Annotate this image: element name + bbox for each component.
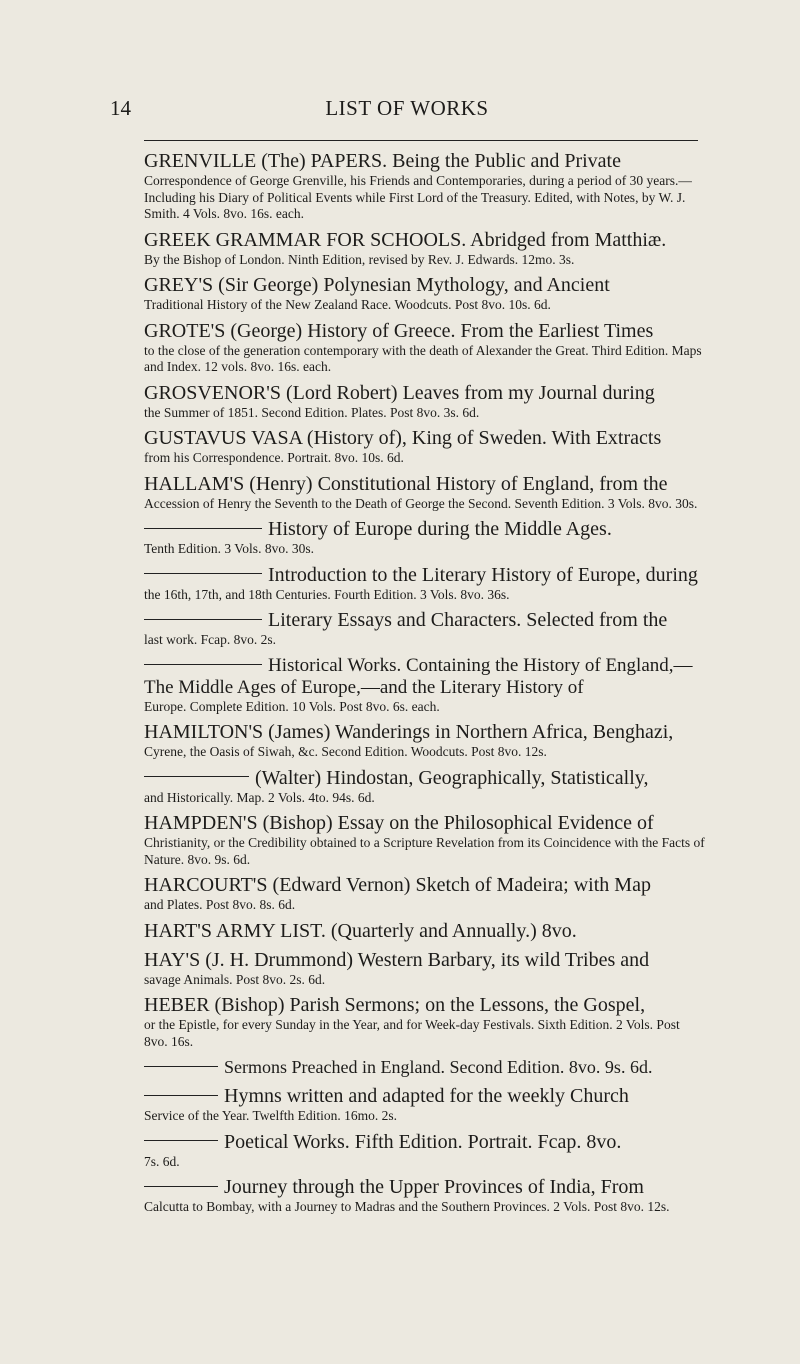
entry-heading: GUSTAVUS VASA (History of), King of Sweden. With Extracts bbox=[144, 427, 662, 449]
list-entry-grenville bbox=[144, 150, 706, 223]
entry-heading: HART'S ARMY LIST. (Quarterly and Annually.) 8vo. bbox=[144, 919, 577, 942]
entry-description: last work. Fcap. 8vo. 2s. bbox=[144, 632, 276, 647]
entry-heading: HAY'S (J. H. Drummond) Western Barbary, its wild Tribes and bbox=[144, 948, 650, 971]
entry-description: Correspondence of George Grenville, his Friends and Contemporaries, during a period of 30 years.— Including his Diary of Political Events while First Lord of the Treasury. Edited, with Notes, by W. J. Smith. 4 Vols. 8vo. 16s. each. bbox=[144, 173, 692, 221]
list-entry-hamilton-walter bbox=[144, 767, 706, 807]
running-title: LIST OF WORKS bbox=[325, 96, 489, 120]
list-entry-heber-hymns bbox=[144, 1085, 706, 1125]
entry-description: Christianity, or the Credibility obtained to a Scripture Revelation from its Coincidence with the Facts of Nature. 8vo. 9s. 6d. bbox=[144, 835, 705, 867]
entry-description: By the Bishop of London. Ninth Edition, revised by Rev. J. Edwards. 12mo. 3s. bbox=[144, 251, 575, 267]
entry-description: from his Correspondence. Portrait. 8vo. 10s. 6d. bbox=[144, 450, 404, 465]
entry-heading: HAMPDEN'S (Bishop) Essay on the Philosophical Evidence of bbox=[144, 812, 654, 834]
entry-heading: HALLAM'S (Henry) Constitutional History of England, from the bbox=[144, 472, 668, 495]
entry-description: Accession of Henry the Seventh to the Death of George the Second. Seventh Edition. 3 Vols. 8vo. 30s. bbox=[144, 495, 698, 511]
page-header bbox=[110, 96, 704, 126]
entry-description: the 16th, 17th, and 18th Centuries. Fourth Edition. 3 Vols. 8vo. 36s. bbox=[144, 586, 510, 602]
entry-heading: GREEK GRAMMAR FOR SCHOOLS. Abridged from Matthiæ. bbox=[144, 228, 667, 251]
list-entry-hallam-intro bbox=[144, 564, 706, 604]
entry-heading: Literary Essays and Characters. Selected from the bbox=[268, 609, 668, 631]
ditto-dash bbox=[144, 776, 249, 777]
page-number: 14 bbox=[110, 96, 131, 120]
entry-heading: Sermons Preached in England. Second Edition. 8vo. 9s. 6d. bbox=[224, 1057, 653, 1077]
entry-heading: Journey through the Upper Provinces of India, From bbox=[224, 1176, 644, 1198]
list-entry-greek-grammar bbox=[144, 229, 706, 269]
entry-description: Traditional History of the New Zealand Race. Woodcuts. Post 8vo. 10s. 6d. bbox=[144, 297, 551, 312]
header-rule bbox=[144, 140, 698, 141]
ditto-dash bbox=[144, 1140, 218, 1141]
list-entry-heber-poetical bbox=[144, 1131, 706, 1171]
entry-description: 7s. 6d. bbox=[144, 1153, 180, 1169]
entry-heading: GROTE'S (George) History of Greece. From the Earliest Times bbox=[144, 319, 654, 342]
entry-description: Europe. Complete Edition. 10 Vols. Post 8vo. 6s. each. bbox=[144, 698, 440, 714]
list-entry-hallam-europe bbox=[144, 518, 706, 558]
entry-description: Cyrene, the Oasis of Siwah, &c. Second Edition. Woodcuts. Post 8vo. 12s. bbox=[144, 744, 547, 759]
entry-heading: GRENVILLE (The) PAPERS. Being the Public and Private bbox=[144, 150, 621, 172]
list-entry-hallam-essays bbox=[144, 609, 706, 649]
entry-description: or the Epistle, for every Sunday in the Year, and for Week-day Festivals. Sixth Edition. 2 Vols. Post 8vo. 16s. bbox=[144, 1017, 680, 1049]
ditto-dash bbox=[144, 1095, 218, 1096]
entry-description: Service of the Year. Twelfth Edition. 16mo. 2s. bbox=[144, 1108, 398, 1123]
list-entry-grote bbox=[144, 320, 706, 376]
ditto-dash bbox=[144, 664, 262, 665]
list-entry-grey bbox=[144, 274, 706, 314]
ditto-dash bbox=[144, 619, 262, 620]
entry-heading: History of Europe during the Middle Ages. bbox=[268, 518, 612, 540]
list-entry-hay bbox=[144, 949, 706, 989]
entry-description: to the close of the generation contemporary with the death of Alexander the Great. Third Edition. Maps and Index. 12 vols. 8vo. 16s. each. bbox=[144, 342, 702, 374]
list-entry-hallam bbox=[144, 473, 706, 513]
entry-description: Calcutta to Bombay, with a Journey to Madras and the Southern Provinces. 2 Vols. Post 8vo. 12s. bbox=[144, 1199, 670, 1214]
works-list bbox=[144, 150, 706, 1222]
list-entry-heber-sermons bbox=[144, 1056, 706, 1079]
entry-heading: HARCOURT'S (Edward Vernon) Sketch of Madeira; with Map bbox=[144, 874, 651, 896]
entry-heading: (Walter) Hindostan, Geographically, Statistically, bbox=[255, 766, 649, 789]
entry-heading: GREY'S (Sir George) Polynesian Mythology, and Ancient bbox=[144, 274, 610, 296]
ditto-dash bbox=[144, 1066, 218, 1067]
ditto-dash bbox=[144, 1186, 218, 1187]
ditto-dash bbox=[144, 528, 262, 529]
entry-description: and Plates. Post 8vo. 8s. 6d. bbox=[144, 897, 296, 912]
ditto-dash bbox=[144, 573, 262, 574]
list-entry-heber bbox=[144, 994, 706, 1050]
list-entry-heber-journey bbox=[144, 1176, 706, 1216]
entry-description: the Summer of 1851. Second Edition. Plates. Post 8vo. 3s. 6d. bbox=[144, 404, 480, 420]
entry-description: Tenth Edition. 3 Vols. 8vo. 30s. bbox=[144, 541, 314, 556]
entry-heading: HEBER (Bishop) Parish Sermons; on the Lessons, the Gospel, bbox=[144, 994, 646, 1016]
list-entry-grosvenor bbox=[144, 382, 706, 422]
entry-description: and Historically. Map. 2 Vols. 4to. 94s. 6d. bbox=[144, 789, 375, 805]
list-entry-hampden bbox=[144, 812, 706, 868]
entry-heading: Hymns written and adapted for the weekly Church bbox=[224, 1085, 629, 1107]
entry-heading: Poetical Works. Fifth Edition. Portrait. Fcap. 8vo. bbox=[224, 1130, 622, 1153]
list-entry-gustavus bbox=[144, 427, 706, 467]
entry-heading: Historical Works. Containing the History of England,—The Middle Ages of Europe,—and the Literary History of bbox=[144, 654, 693, 698]
list-entry-hart bbox=[144, 920, 706, 943]
entry-heading: Introduction to the Literary History of Europe, during bbox=[268, 563, 698, 586]
list-entry-hallam-works bbox=[144, 655, 706, 716]
list-entry-harcourt bbox=[144, 874, 706, 914]
entry-heading: GROSVENOR'S (Lord Robert) Leaves from my Journal during bbox=[144, 381, 655, 404]
entry-heading: HAMILTON'S (James) Wanderings in Northern Africa, Benghazi, bbox=[144, 721, 674, 743]
list-entry-hamilton bbox=[144, 721, 706, 761]
entry-description: savage Animals. Post 8vo. 2s. 6d. bbox=[144, 971, 326, 987]
